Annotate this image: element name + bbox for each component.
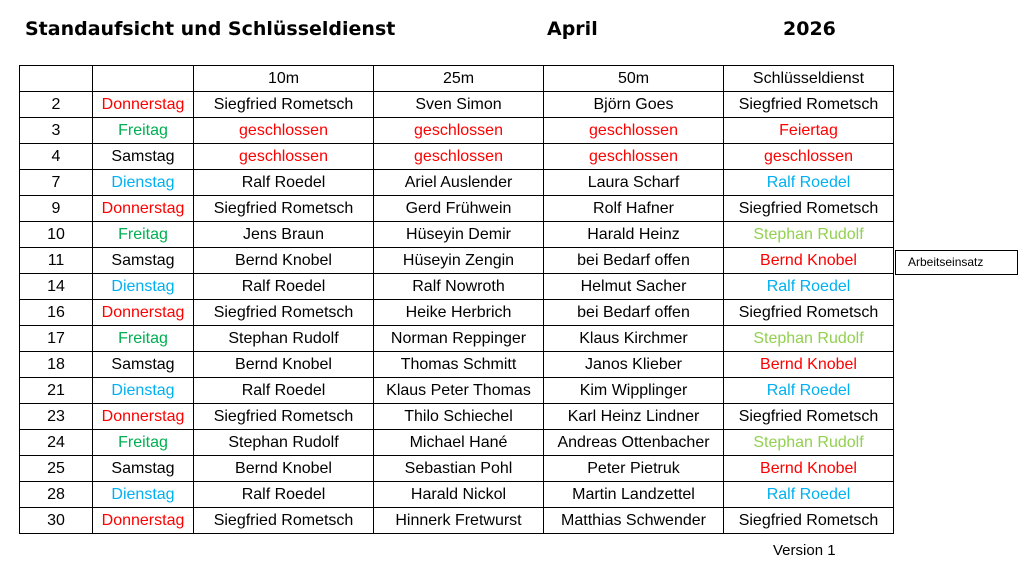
weekday-cell: Freitag xyxy=(93,326,194,352)
cell-key-service: Stephan Rudolf xyxy=(724,326,894,352)
cell-10m: Stephan Rudolf xyxy=(194,326,374,352)
cell-50m: Janos Klieber xyxy=(544,352,724,378)
cell-50m: bei Bedarf offen xyxy=(544,300,724,326)
cell-50m: Harald Heinz xyxy=(544,222,724,248)
table-row xyxy=(20,274,894,300)
note-box: Arbeitseinsatz xyxy=(895,250,1018,275)
cell-25m: Sven Simon xyxy=(374,92,544,118)
header-10m: 10m xyxy=(194,66,374,92)
cell-50m: Matthias Schwender xyxy=(544,508,724,534)
cell-50m: Kim Wipplinger xyxy=(544,378,724,404)
version-label: Version 1 xyxy=(773,542,836,559)
cell-25m: Thilo Schiechel xyxy=(374,404,544,430)
table-row xyxy=(20,222,894,248)
table-row xyxy=(20,248,894,274)
cell-key-service: geschlossen xyxy=(724,144,894,170)
cell-key-service: Ralf Roedel xyxy=(724,378,894,404)
cell-50m: Karl Heinz Lindner xyxy=(544,404,724,430)
header-key-service: Schlüsseldienst xyxy=(724,66,894,92)
cell-10m: Siegfried Rometsch xyxy=(194,508,374,534)
cell-50m: bei Bedarf offen xyxy=(544,248,724,274)
cell-25m: Ariel Auslender xyxy=(374,170,544,196)
weekday-cell: Dienstag xyxy=(93,482,194,508)
cell-key-service: Siegfried Rometsch xyxy=(724,300,894,326)
cell-50m: Björn Goes xyxy=(544,92,724,118)
cell-50m: geschlossen xyxy=(544,144,724,170)
cell-50m: Peter Pietruk xyxy=(544,456,724,482)
cell-25m: Michael Hané xyxy=(374,430,544,456)
cell-key-service: Siegfried Rometsch xyxy=(724,196,894,222)
day-cell: 17 xyxy=(20,326,93,352)
cell-key-service: Ralf Roedel xyxy=(724,274,894,300)
weekday-cell: Dienstag xyxy=(93,170,194,196)
weekday-cell: Freitag xyxy=(93,118,194,144)
year-label: 2026 xyxy=(783,18,836,40)
weekday-cell: Donnerstag xyxy=(93,508,194,534)
cell-25m: geschlossen xyxy=(374,144,544,170)
cell-key-service: Siegfried Rometsch xyxy=(724,508,894,534)
header-25m: 25m xyxy=(374,66,544,92)
day-cell: 4 xyxy=(20,144,93,170)
cell-10m: Siegfried Rometsch xyxy=(194,404,374,430)
cell-50m: Helmut Sacher xyxy=(544,274,724,300)
cell-10m: Ralf Roedel xyxy=(194,482,374,508)
table-row xyxy=(20,508,894,534)
table-row xyxy=(20,456,894,482)
cell-10m: Ralf Roedel xyxy=(194,274,374,300)
cell-25m: Harald Nickol xyxy=(374,482,544,508)
table-row xyxy=(20,196,894,222)
cell-10m: Jens Braun xyxy=(194,222,374,248)
weekday-cell: Donnerstag xyxy=(93,92,194,118)
cell-25m: Klaus Peter Thomas xyxy=(374,378,544,404)
header-weekday xyxy=(93,66,194,92)
table-row xyxy=(20,404,894,430)
cell-25m: Thomas Schmitt xyxy=(374,352,544,378)
cell-25m: Norman Reppinger xyxy=(374,326,544,352)
table-row xyxy=(20,170,894,196)
cell-10m: Siegfried Rometsch xyxy=(194,92,374,118)
cell-key-service: Siegfried Rometsch xyxy=(724,404,894,430)
day-cell: 7 xyxy=(20,170,93,196)
weekday-cell: Donnerstag xyxy=(93,196,194,222)
cell-10m: geschlossen xyxy=(194,118,374,144)
day-cell: 23 xyxy=(20,404,93,430)
day-cell: 3 xyxy=(20,118,93,144)
cell-key-service: Stephan Rudolf xyxy=(724,430,894,456)
cell-10m: Bernd Knobel xyxy=(194,248,374,274)
day-cell: 24 xyxy=(20,430,93,456)
cell-key-service: Ralf Roedel xyxy=(724,482,894,508)
cell-10m: Siegfried Rometsch xyxy=(194,196,374,222)
cell-50m: geschlossen xyxy=(544,118,724,144)
weekday-cell: Freitag xyxy=(93,430,194,456)
table-row xyxy=(20,118,894,144)
cell-key-service: Siegfried Rometsch xyxy=(724,92,894,118)
schedule-table xyxy=(19,65,894,534)
cell-key-service: Stephan Rudolf xyxy=(724,222,894,248)
weekday-cell: Samstag xyxy=(93,248,194,274)
cell-25m: geschlossen xyxy=(374,118,544,144)
cell-10m: Siegfried Rometsch xyxy=(194,300,374,326)
cell-50m: Rolf Hafner xyxy=(544,196,724,222)
cell-10m: Ralf Roedel xyxy=(194,170,374,196)
cell-25m: Gerd Frühwein xyxy=(374,196,544,222)
cell-25m: Hinnerk Fretwurst xyxy=(374,508,544,534)
day-cell: 2 xyxy=(20,92,93,118)
cell-10m: Bernd Knobel xyxy=(194,456,374,482)
day-cell: 28 xyxy=(20,482,93,508)
weekday-cell: Samstag xyxy=(93,352,194,378)
weekday-cell: Dienstag xyxy=(93,274,194,300)
weekday-cell: Freitag xyxy=(93,222,194,248)
table-row xyxy=(20,482,894,508)
weekday-cell: Donnerstag xyxy=(93,300,194,326)
cell-50m: Klaus Kirchmer xyxy=(544,326,724,352)
weekday-cell: Dienstag xyxy=(93,378,194,404)
cell-50m: Martin Landzettel xyxy=(544,482,724,508)
table-row xyxy=(20,378,894,404)
cell-key-service: Ralf Roedel xyxy=(724,170,894,196)
header-day xyxy=(20,66,93,92)
cell-10m: Ralf Roedel xyxy=(194,378,374,404)
day-cell: 30 xyxy=(20,508,93,534)
cell-50m: Andreas Ottenbacher xyxy=(544,430,724,456)
cell-25m: Hüseyin Demir xyxy=(374,222,544,248)
cell-10m: Stephan Rudolf xyxy=(194,430,374,456)
day-cell: 14 xyxy=(20,274,93,300)
table-row xyxy=(20,92,894,118)
header-50m: 50m xyxy=(544,66,724,92)
day-cell: 18 xyxy=(20,352,93,378)
table-row xyxy=(20,430,894,456)
cell-25m: Hüseyin Zengin xyxy=(374,248,544,274)
cell-25m: Heike Herbrich xyxy=(374,300,544,326)
weekday-cell: Donnerstag xyxy=(93,404,194,430)
cell-10m: Bernd Knobel xyxy=(194,352,374,378)
weekday-cell: Samstag xyxy=(93,456,194,482)
table-row xyxy=(20,326,894,352)
cell-50m: Laura Scharf xyxy=(544,170,724,196)
weekday-cell: Samstag xyxy=(93,144,194,170)
day-cell: 16 xyxy=(20,300,93,326)
table-header-row xyxy=(20,66,894,92)
table-row xyxy=(20,144,894,170)
table-row xyxy=(20,352,894,378)
cell-25m: Ralf Nowroth xyxy=(374,274,544,300)
month-label: April xyxy=(547,18,598,40)
table-row xyxy=(20,300,894,326)
day-cell: 25 xyxy=(20,456,93,482)
cell-key-service: Bernd Knobel xyxy=(724,456,894,482)
day-cell: 9 xyxy=(20,196,93,222)
cell-key-service: Bernd Knobel xyxy=(724,352,894,378)
day-cell: 21 xyxy=(20,378,93,404)
day-cell: 11 xyxy=(20,248,93,274)
cell-key-service: Bernd Knobel xyxy=(724,248,894,274)
cell-25m: Sebastian Pohl xyxy=(374,456,544,482)
page-title: Standaufsicht und Schlüsseldienst xyxy=(25,18,396,40)
day-cell: 10 xyxy=(20,222,93,248)
cell-key-service: Feiertag xyxy=(724,118,894,144)
cell-10m: geschlossen xyxy=(194,144,374,170)
